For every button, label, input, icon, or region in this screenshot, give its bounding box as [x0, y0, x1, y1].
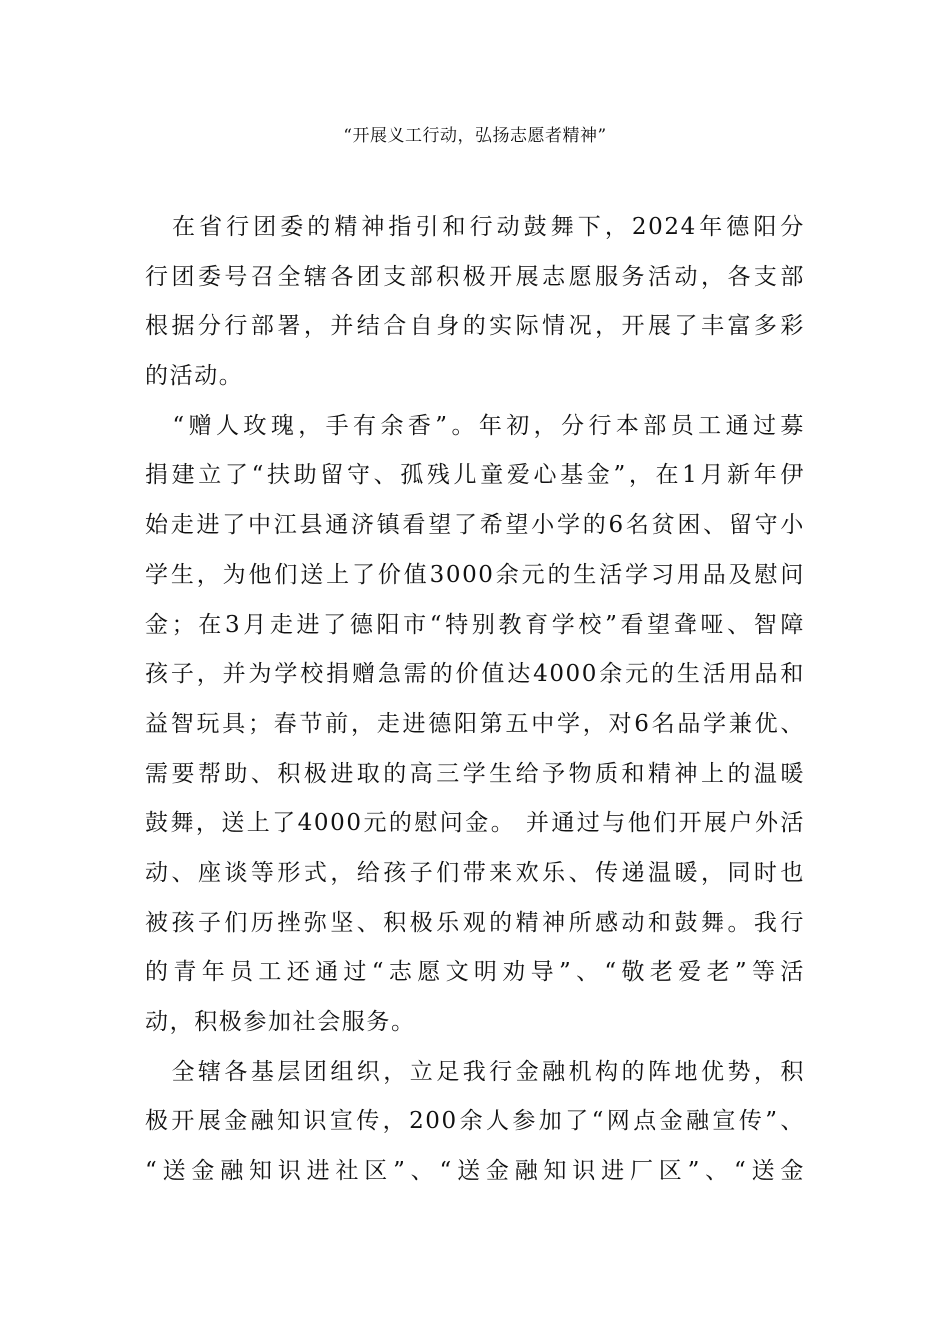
body-line: 益智玩具；春节前，走进德阳第五中学，对6名品学兼优、 [145, 710, 805, 737]
body-line: 行团委号召全辖各团支部积极开展志愿服务活动，各支部 [145, 263, 805, 290]
body-line: 学生，为他们送上了价值3000余元的生活学习用品及慰问 [145, 561, 805, 588]
body-line: 在省行团委的精神指引和行动鼓舞下，2024年德阳分 [145, 214, 805, 240]
body-line: 始走进了中江县通济镇看望了希望小学的6名贫困、留守小 [145, 512, 805, 539]
body-line: 金；在3月走进了德阳市“特别教育学校”看望聋哑、智障 [145, 611, 805, 638]
body-line: 动，积极参加社会服务。 [145, 1009, 416, 1035]
body-line: 根据分行部署，并结合自身的实际情况，开展了丰富多彩 [145, 313, 805, 340]
body-line: 的青年员工还通过“志愿文明劝导”、“敬老爱老”等活 [145, 959, 805, 986]
body-line: 极开展金融知识宣传，200余人参加了“网点金融宣传”、 [145, 1108, 805, 1135]
body-line: 需要帮助、积极进取的高三学生给予物质和精神上的温暖 [145, 760, 805, 787]
body-line: 捐建立了“扶助留守、孤残儿童爱心基金”，在1月新年伊 [145, 462, 805, 489]
body-line: 被孩子们历挫弥坚、积极乐观的精神所感动和鼓舞。我行 [145, 909, 805, 936]
body-line: 的活动。 [145, 363, 244, 390]
document-body [145, 203, 805, 1197]
document-title: “开展义工行动，弘扬志愿者精神” [343, 126, 607, 146]
body-line: “送金融知识进社区”、“送金融知识进厂区”、“送金 [145, 1158, 805, 1185]
body-line: 鼓舞，送上了4000元的慰问金。 并通过与他们开展户外活 [145, 810, 805, 837]
body-line: “赠人玫瑰，手有余香”。年初，分行本部员工通过募 [145, 412, 805, 439]
body-line: 动、座谈等形式，给孩子们带来欢乐、传递温暖，同时也 [145, 859, 805, 886]
body-line: 全辖各基层团组织，立足我行金融机构的阵地优势，积 [145, 1058, 805, 1085]
body-line: 孩子，并为学校捐赠急需的价值达4000余元的生活用品和 [145, 661, 805, 688]
